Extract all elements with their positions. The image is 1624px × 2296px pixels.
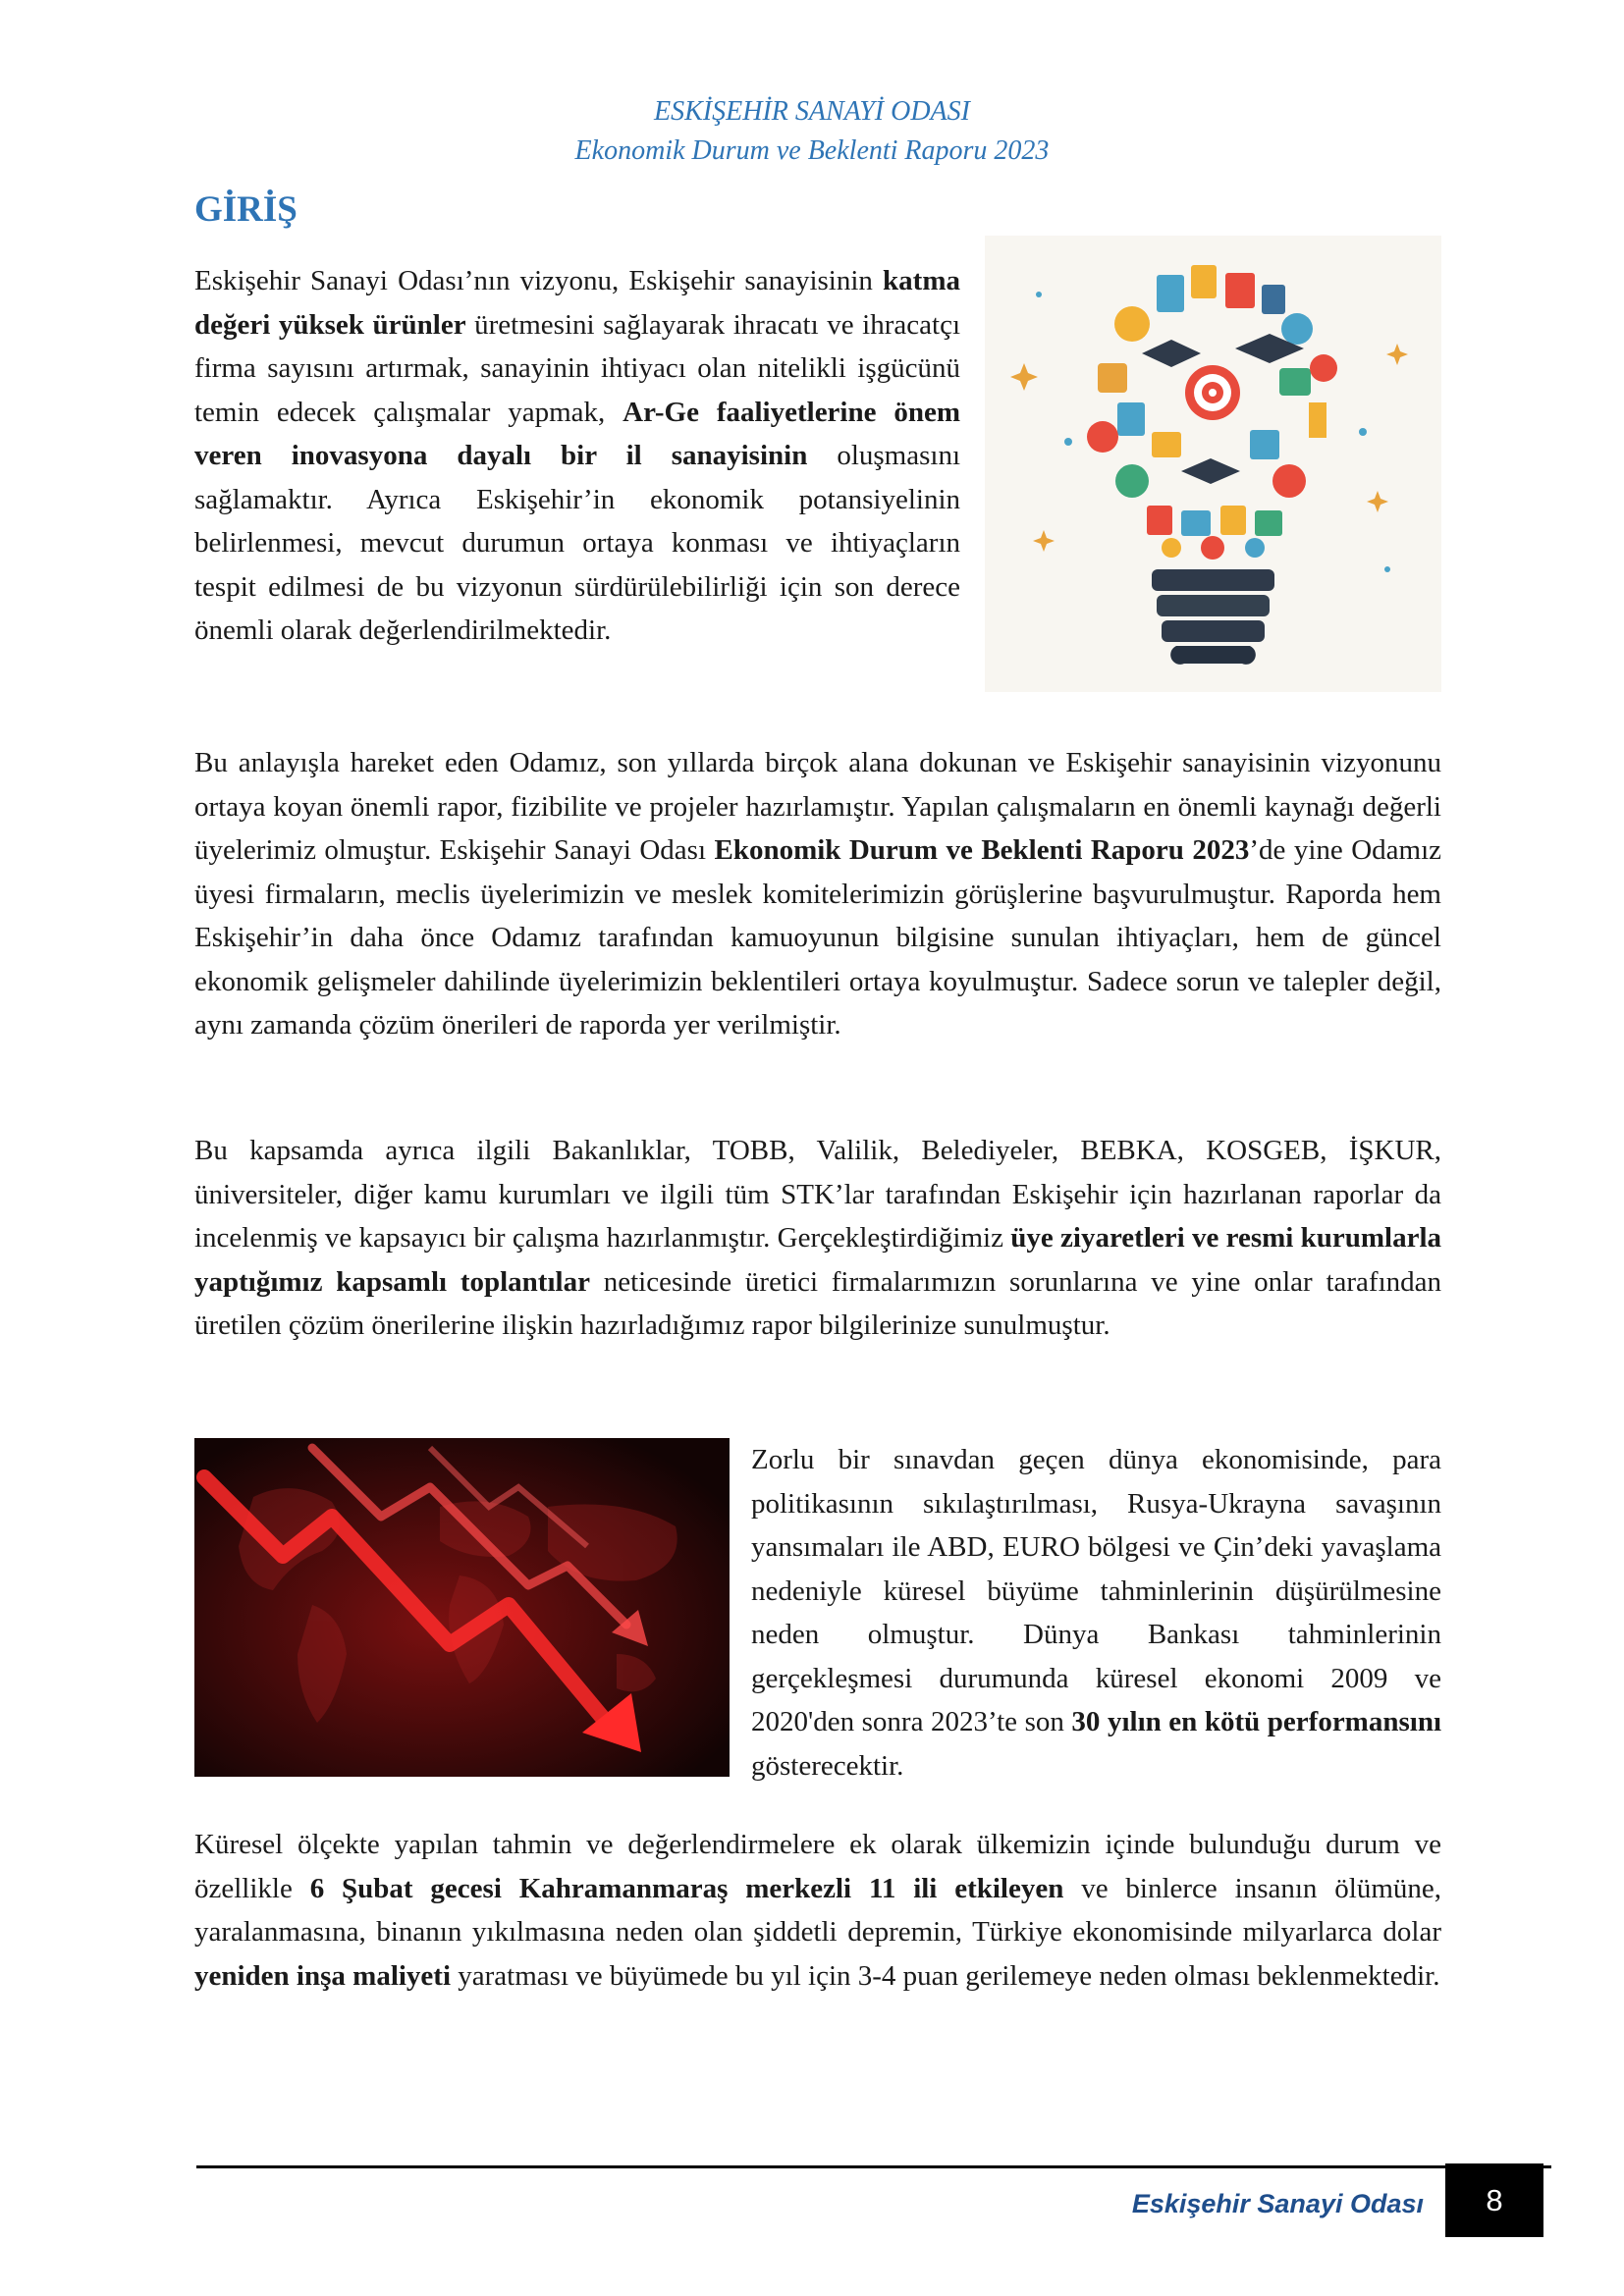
paragraph-3: Bu kapsamda ayrıca ilgili Bakanlıklar, TOBB, Valilik, Belediyeler, BEBKA, KOSGEB, İŞKUR, üniversiteler, diğer kamu kurumları ve ilgili tüm STK’lar tarafından Eskişehir için hazırlanan raporlar da incelenmiş ve kapsayıcı bir çalışma hazırlanmıştır. Gerçekleştirdiğimiz üye ziyaretleri ve resmi kurumlarla yaptığımız kapsamlı toplantılar neticesinde üretici firmalarımızın sorunlarına ve yine onlar tarafından üretilen çözüm önerilerine ilişkin hazırladığımız rapor bilgilerinize sunulmuştur. (194, 1135, 1442, 1341)
footer-divider (196, 2165, 1551, 2168)
footer-org-name: Eskişehir Sanayi Odası (1131, 2189, 1424, 2218)
header-org-name: ESKİŞEHİR SANAYİ ODASI (654, 96, 970, 127)
paragraph-4: Zorlu bir sınavdan geçen dünya ekonomisinde, para politikasının sıkılaştırılması, Rusya-Ukrayna savaşının yansımaları ile ABD, EURO bölgesi ve Çin’deki yavaşlama nedeniyle küresel büyüme tahminlerinin düşürülmesine neden olmuştur. Dünya Bankası tahminlerinin gerçekleşmesi durumunda küresel ekonomi 2009 ve 2020'den sonra 2023’te son 30 yılın en kötü performansını gösterecektir. (751, 1444, 1441, 1782)
economic-decline-illustration (194, 1438, 730, 1777)
section-title: GİRİŞ (194, 189, 298, 230)
header-report-title: Ekonomik Durum ve Beklenti Raporu 2023 (574, 135, 1050, 166)
paragraph-5: Küresel ölçekte yapılan tahmin ve değerlendirmelere ek olarak ülkemizin içinde bulunduğu durum ve özellikle 6 Şubat gecesi Kahramanmaraş merkezli 11 ili etkileyen ve binlerce insanın ölümüne, yaralanmasına, binanın yıkılmasına neden olan şiddetli depremin, Türkiye ekonomisinde milyarlarca dolar yeniden inşa maliyeti yaratması ve büyümede bu yıl için 3-4 puan gerilemeye neden olması beklenmektedir. (194, 1829, 1441, 1992)
paragraph-2: Bu anlayışla hareket eden Odamız, son yıllarda birçok alana dokunan ve Eskişehir sanayisinin vizyonunu ortaya koyan önemli rapor, fizibilite ve projeler hazırlamıştır. Yapılan çalışmaların en önemli kaynağı değerli üyelerimiz olmuştur. Eskişehir Sanayi Odası Ekonomik Durum ve Beklenti Raporu 2023’de yine Odamız üyesi firmaların, meclis üyelerimizin ve meslek komitelerimizin görüşlerine başvurulmuştur. Raporda hem Eskişehir’in daha önce Odamız tarafından kamuoyunun bilgisine sunulan ihtiyaçları, hem de güncel ekonomik gelişmeler dahilinde üyelerimizin beklentileri ortaya koyulmuştur. Sadece sorun ve talepler değil, aynı zamanda çözüm önerileri de raporda yer verilmiştir. (194, 747, 1442, 1041)
page-number: 8 (1445, 2163, 1543, 2237)
paragraph-1: Eskişehir Sanayi Odası’nın vizyonu, Eskişehir sanayisinin katma değeri yüksek ürünler üretmesini sağlayarak ihracatı ve ihracatçı firma sayısını artırmak, sanayinin ihtiyacı olan nitelikli işgücünü temin edecek çalışmalar yapmak, Ar-Ge faaliyetlerine önem veren inovasyona dayalı bir il sanayisinin oluşmasını sağlamaktır. Ayrıca Eskişehir’in ekonomik potansiyelinin belirlenmesi, mevcut durumun ortaya konması ve ihtiyaçların tespit edilmesi de bu vizyonun sürdürülebilirliği için son derece önemli olarak değerlendirilmektedir. (194, 265, 960, 646)
lightbulb-illustration (985, 236, 1441, 692)
